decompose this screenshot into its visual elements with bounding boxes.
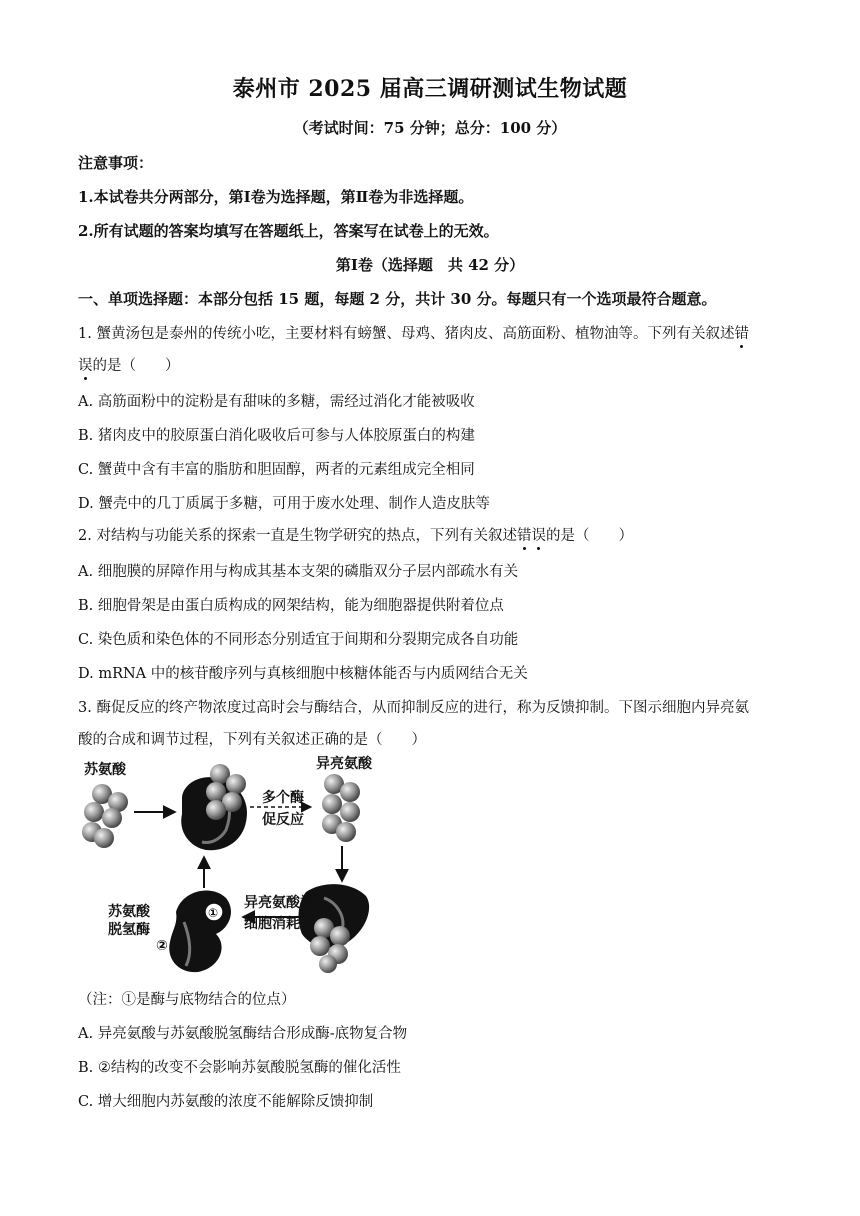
site-2-marker: ② bbox=[156, 938, 168, 954]
notice-item-1: 1.本试卷共分两部分，第Ⅰ卷为选择题，第Ⅱ卷为非选择题。 bbox=[78, 188, 474, 206]
section-title: 第Ⅰ卷（选择题 共 42 分） bbox=[335, 256, 525, 274]
q3-stem-line2: 酸的合成和调节过程，下列有关叙述正确的是（ ） bbox=[78, 732, 426, 748]
page-title: 泰州市 2025 届高三调研测试生物试题 bbox=[232, 76, 628, 102]
q2-stem-text: 的是（ ） bbox=[545, 528, 633, 544]
q1-stem-line2 bbox=[78, 354, 180, 375]
exam-info: （考试时间：75 分钟；总分：100 分） bbox=[293, 119, 567, 137]
notice-item-2: 2.所有试题的答案均填写在答题纸上，答案写在试卷上的无效。 bbox=[78, 222, 499, 240]
feedback-inhibition-diagram bbox=[74, 752, 374, 980]
figure-note: （注：①是酶与底物结合的位点） bbox=[78, 992, 296, 1008]
label-consumed-2: 细胞消耗 bbox=[244, 916, 300, 932]
q1-stem-line1 bbox=[78, 322, 749, 343]
threonine-dehydratase bbox=[169, 890, 231, 972]
q3-option-c: C. 增大细胞内苏氨酸的浓度不能解除反馈抑制 bbox=[78, 1094, 374, 1110]
label-dehydratase-2: 脱氢酶 bbox=[108, 922, 150, 938]
enzyme-substrate-complex bbox=[181, 764, 247, 850]
isoleucine-molecule bbox=[322, 774, 360, 842]
label-consumed-1: 异亮氨酸被 bbox=[244, 895, 314, 911]
q1-stem-text: 1. 蟹黄汤包是泰州的传统小吃，主要材料有螃蟹、母鸡、猪肉皮、高筋面粉、植物油等。下列有关叙述 bbox=[78, 326, 735, 342]
emphasis-char: 错 bbox=[516, 528, 532, 544]
notice-heading: 注意事项： bbox=[78, 154, 154, 172]
threonine-molecule bbox=[82, 784, 128, 848]
q2-option-a: A. 细胞膜的屏障作用与构成其基本支架的磷脂双分子层内部疏水有关 bbox=[78, 564, 519, 580]
part-heading: 一、单项选择题：本部分包括 15 题，每题 2 分，共计 30 分。每题只有一个选项最符合题意。 bbox=[78, 290, 717, 308]
site-1-marker: ① bbox=[208, 906, 219, 920]
q1-option-a: A. 高筋面粉中的淀粉是有甜味的多糖，需经过消化才能被吸收 bbox=[78, 394, 475, 410]
emphasis-char: 误 bbox=[78, 358, 93, 374]
q1-option-d: D. 蟹壳中的几丁质属于多糖，可用于废水处理、制作人造皮肤等 bbox=[78, 496, 490, 512]
q2-stem-text: 2. 对结构与功能关系的探索一直是生物学研究的热点，下列有关叙述 bbox=[78, 528, 517, 544]
q3-stem-line1: 3. 酶促反应的终产物浓度过高时会与酶结合，从而抑制反应的进行，称为反馈抑制。下图示细胞内异亮氨 bbox=[78, 700, 749, 716]
emphasis-char: 错 bbox=[734, 326, 749, 342]
q1-option-c: C. 蟹黄中含有丰富的脂肪和胆固醇，两者的元素组成完全相同 bbox=[78, 462, 475, 478]
q2-option-c: C. 染色质和染色体的不同形态分别适宜于间期和分裂期完成各自功能 bbox=[78, 632, 519, 648]
q1-option-b: B. 猪肉皮中的胶原蛋白消化吸收后可参与人体胶原蛋白的构建 bbox=[78, 428, 475, 444]
q3-option-b: B. ②结构的改变不会影响苏氨酸脱氢酶的催化活性 bbox=[78, 1060, 401, 1076]
q2-option-d: D. mRNA 中的核苷酸序列与真核细胞中核糖体能否与内质网结合无关 bbox=[78, 666, 528, 682]
label-enzymes-2: 促反应 bbox=[262, 812, 304, 828]
label-dehydratase-1: 苏氨酸 bbox=[108, 904, 150, 920]
label-enzymes-1: 多个酶 bbox=[262, 790, 304, 806]
q2-option-b: B. 细胞骨架是由蛋白质构成的网架结构，能为细胞器提供附着位点 bbox=[78, 598, 504, 614]
q3-option-a: A. 异亮氨酸与苏氨酸脱氢酶结合形成酶-底物复合物 bbox=[78, 1026, 408, 1042]
q1-stem-text: 的是（ ） bbox=[92, 358, 180, 374]
emphasis-char: 误 bbox=[531, 528, 546, 544]
label-threonine: 苏氨酸 bbox=[84, 762, 126, 778]
q2-stem bbox=[78, 524, 633, 545]
label-isoleucine: 异亮氨酸 bbox=[316, 756, 372, 772]
